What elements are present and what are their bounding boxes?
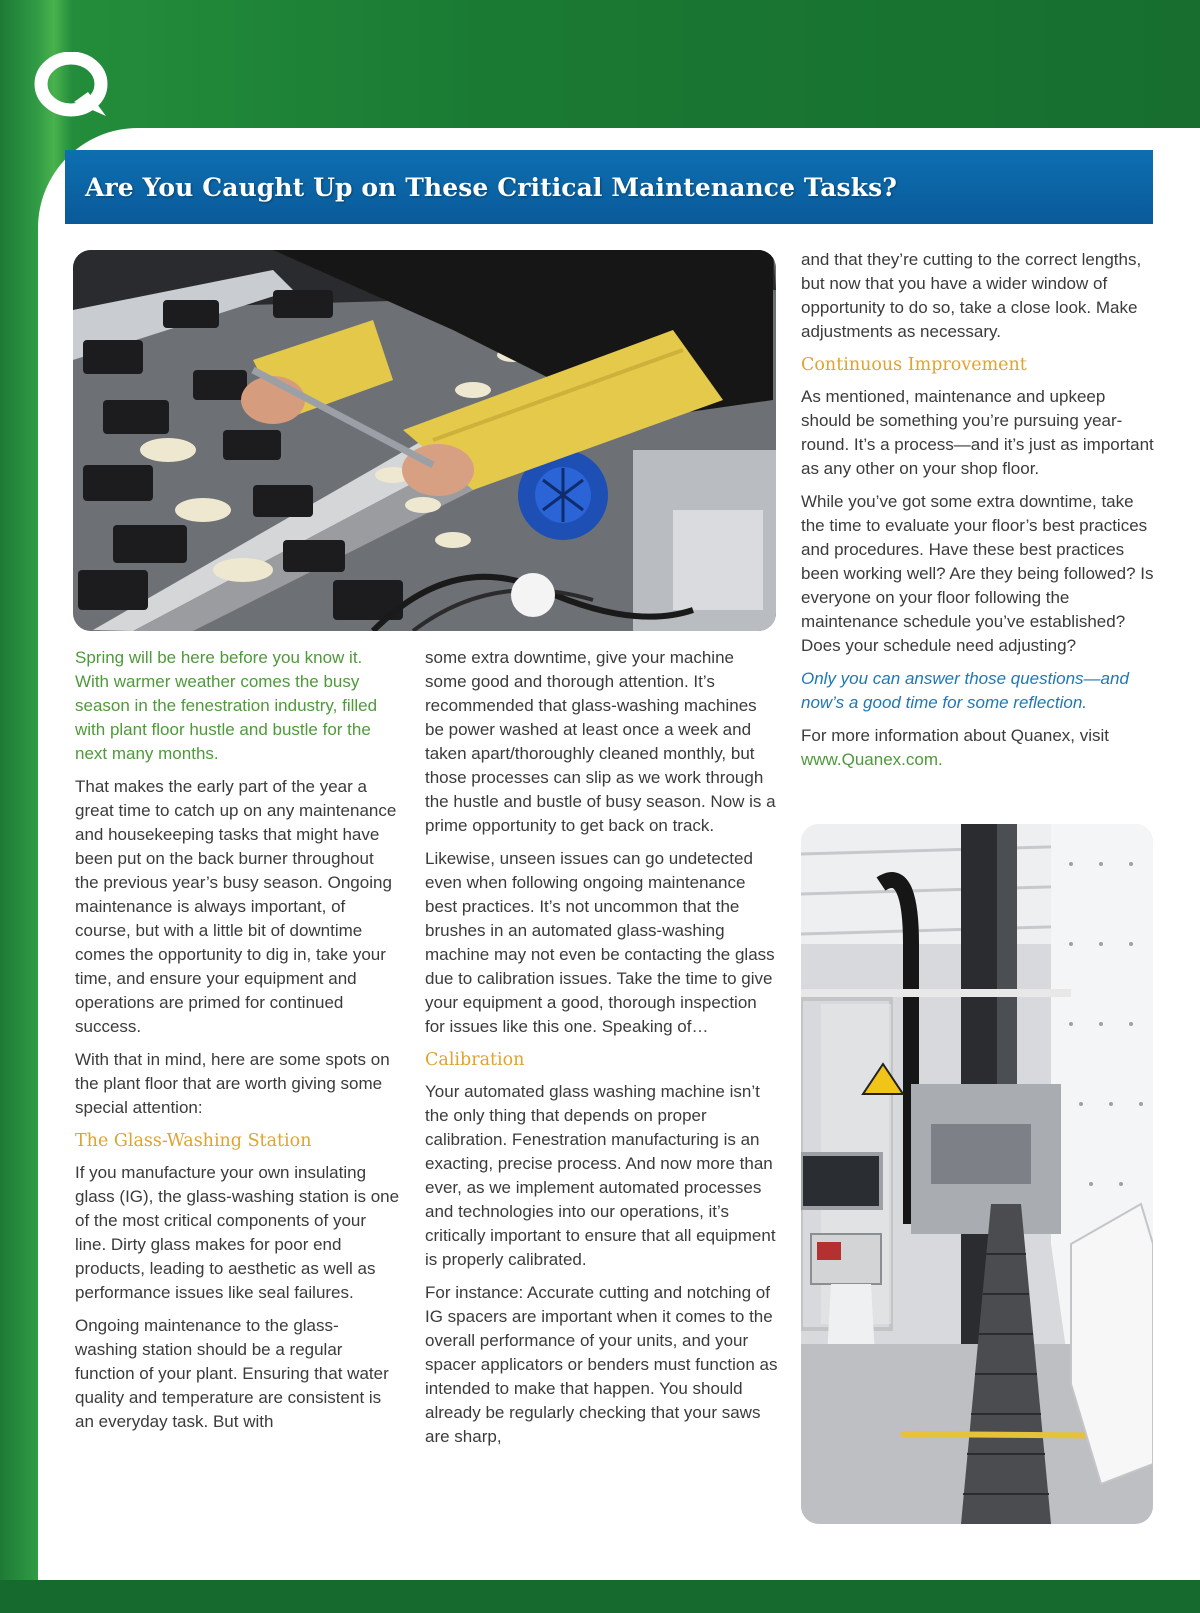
more-info — [801, 724, 1156, 772]
pull-quote: Only you can answer those questions—and now’s a good time for some reflection. — [801, 669, 1129, 712]
section-heading-continuous-improvement: Continuous Improvement — [801, 355, 1027, 375]
paragraph: Ongoing maintenance to the glass-washing station should be a regular function of your plant. Ensuring that water quality and temperature are consistent is an everyday task. But with — [75, 1316, 389, 1431]
paragraph: For instance: Accurate cutting and notching of IG spacers are important when it comes to the overall performance of your units, and your spacer applicators or benders must function as intended to make that happen. You should already be regularly checking that your saws are sharp, — [425, 1283, 778, 1446]
paragraph: and that they’re cutting to the correct lengths, but now that you have a wider window of opportunity to do so, take a close look. Make adjustments as necessary. — [801, 250, 1142, 341]
paragraph: some extra downtime, give your machine some good and thorough attention. It’s recommended that glass-washing machines be power washed at least once a week and taken apart/thoroughly cleaned monthly, but those processes can slip as we work through the hustle and bustle of busy season. Now is a prime opportunity to get back on track. — [425, 648, 776, 835]
column-2 — [425, 646, 780, 1458]
paragraph: As mentioned, maintenance and upkeep should be something you’re pursuing year-round. It’s a process—and it’s just as important as any other on your shop floor. — [801, 387, 1154, 478]
paragraph: Your automated glass washing machine isn’t the only thing that depends on proper calibration. Fenestration manufacturing is an exacting, precise process. And now more than ever, as we implement automated processes and technologies into our operations, it’s critically important to ensure that all equipment is properly calibrated. — [425, 1082, 776, 1269]
column-3 — [801, 248, 1156, 781]
quanex-logo — [34, 52, 114, 124]
paragraph: That makes the early part of the year a great time to catch up on any maintenance and housekeeping tasks that might have been put on the back burner throughout the previous year’s busy season. Ongoing maintenance is always important, of course, but with a little bit of downtime comes the opportunity to dig in, take your time, and ensure your equipment and operations are primed for continued success. — [75, 777, 397, 1036]
title-bar — [65, 150, 1153, 224]
paragraph: Likewise, unseen issues can go undetected even when following ongoing maintenance best practices. It’s not uncommon that the brushes in an automated glass-washing machine may not even be contacting the glass due to calibration issues. Take the time to give your equipment a good, thorough inspection for issues like this one. Speaking of… — [425, 849, 775, 1036]
footer-band — [0, 1580, 1200, 1613]
q-logo-icon — [34, 52, 114, 124]
bottom-photo — [801, 824, 1153, 1524]
paragraph: With that in mind, here are some spots on the plant floor that are worth giving some special attention: — [75, 1050, 390, 1117]
section-heading-calibration: Calibration — [425, 1050, 525, 1070]
section-heading-glass-washing: The Glass-Washing Station — [75, 1131, 312, 1151]
more-info-text: For more information about Quanex, visit — [801, 726, 1110, 745]
paragraph: While you’ve got some extra downtime, take the time to evaluate your floor’s best practices and procedures. Have these best practices been working well? Are they being followed? Is everyone on your floor following the maintenance schedule you’ve established? Does your schedule need adjusting? — [801, 492, 1154, 655]
column-1 — [75, 646, 400, 1443]
intro-paragraph: Spring will be here before you know it. With warmer weather comes the busy season in the fenestration industry, filled with plant floor hustle and bustle for the next many months. — [75, 648, 378, 763]
quanex-link[interactable]: www.Quanex.com. — [801, 750, 943, 769]
page-title: Are You Caught Up on These Critical Maintenance Tasks? — [85, 172, 898, 202]
paragraph: If you manufacture your own insulating glass (IG), the glass-washing station is one of the most critical components of your line. Dirty glass makes for poor end products, leading to aesthetic as well as performance issues like seal failures. — [75, 1163, 400, 1302]
top-photo — [73, 250, 776, 631]
